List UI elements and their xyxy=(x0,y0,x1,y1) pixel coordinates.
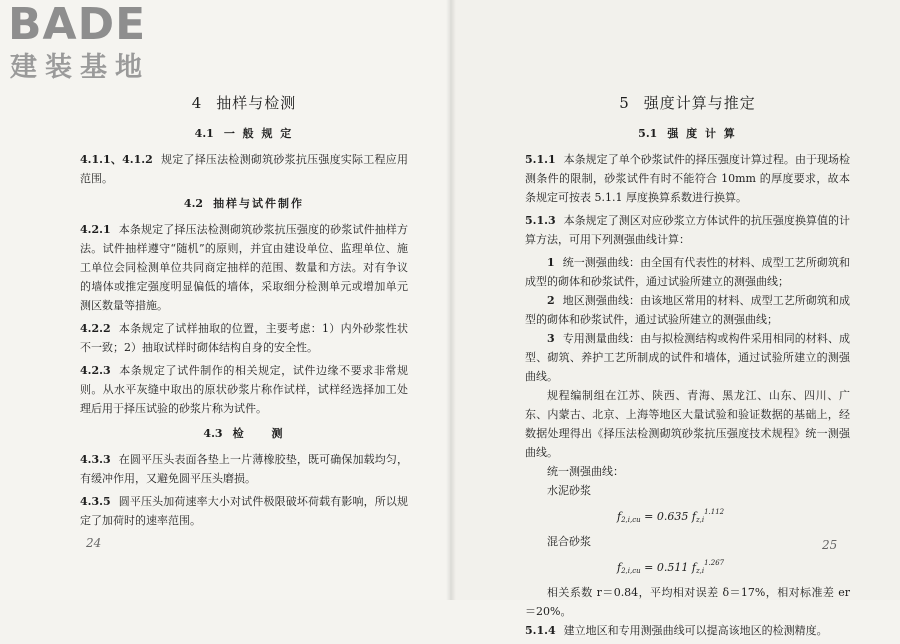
watermark-logo xyxy=(6,0,176,84)
left-column xyxy=(80,92,408,534)
clause-4-3-5: 4.3.5 圆平压头加荷速率大小对试件极限破坏荷载有影响，所以规定了加荷时的速率范围。 xyxy=(80,495,408,527)
page-number-right: 25 xyxy=(822,538,838,552)
section-5-1-heading: 5.1 强 度 计 算 xyxy=(638,127,737,140)
clause-5-1-4: 5.1.4 建立地区和专用测强曲线可以提高该地区的检测精度。 xyxy=(525,624,828,637)
unified-curve-label: 统一测强曲线： xyxy=(547,465,624,478)
clause-5-1-1: 5.1.1 本条规定了单个砂浆试件的择压强度计算过程。由于现场检测条件的限制，砂浆试件有时不能符合 10mm 的厚度要求，故本条规定可按表 5.1.1 厚度换算系数进行换算。 xyxy=(525,153,850,204)
clause-4-2-1: 4.2.1 本条规定了择压法检测砌筑砂浆抗压强度的砂浆试件抽样方法。试件抽样遵守“随机”的原则，并宜由建设单位、监理单位、施工单位会同检测单位共同商定抽样的范围、数量和方法。对有争议的墙体或推定强度明显偏低的墙体，采取细分检测单元或增加单元测区数量等措施。 xyxy=(80,223,408,312)
section-4-1-heading: 4.1 一 般 规 定 xyxy=(194,127,294,140)
clause-4-1-1: 4.1.1、4.1.2 规定了择压法检测砌筑砂浆抗压强度实际工程应用范围。 xyxy=(80,153,409,185)
page-number-left: 24 xyxy=(86,536,102,550)
formula-mixed: $f_{2,i,cu} = 0.511$ $f_{z,i}^{1.267}$ xyxy=(617,559,725,575)
stats-paragraph: 相关系数 r＝0.84，平均相对误差 δ＝17%，相对标准差 er＝20%。 xyxy=(525,586,850,618)
clause-4-3-3: 4.3.3 在圆平压头表面各垫上一片薄橡胶垫，既可确保加载均匀，有缓冲作用，又避免圆平压头磨损。 xyxy=(80,453,408,485)
clause-4-2-2: 4.2.2 本条规定了试样抽取的位置，主要考虑：1）内外砂浆性状不一致；2）抽取试样时砌体结构自身的安全性。 xyxy=(80,322,408,354)
chapter-4-heading: 4 抽样与检测 xyxy=(191,94,297,112)
list-item-1: 1 统一测强曲线：由全国有代表性的材料、成型工艺所砌筑和成型的砌体和砂浆试件，通过试验所建立的测强曲线； xyxy=(525,256,850,288)
book-gutter xyxy=(446,0,456,600)
list-item-2: 2 地区测强曲线：由该地区常用的材料、成型工艺所砌筑和成型的砌体和砂浆试件，通过试验所建立的测强曲线； xyxy=(525,294,850,326)
clause-5-1-3: 5.1.3 本条规定了测区对应砂浆立方体试件的抗压强度换算值的计算方法，可用下列测强曲线计算： xyxy=(525,214,850,246)
right-page xyxy=(450,0,900,637)
chapter-5-heading: 5 强度计算与推定 xyxy=(619,94,756,112)
list-item-3: 3 专用测量曲线：由与拟检测结构或构件采用相同的材料、成型、砌筑、养护工艺所制成的试件和墙体，通过试验所建立的测强曲线。 xyxy=(525,332,850,383)
left-page xyxy=(0,0,450,600)
logo-brand: BADE xyxy=(8,0,147,50)
formula-cement: $f_{2,i,cu} = 0.635$ $f_{z,i}^{1.112}$ xyxy=(617,508,725,524)
clause-4-2-3: 4.2.3 本条规定了试件制作的相关规定，试件边缘不要求非常规则。从水平灰缝中取出的原状砂浆片称作试样，试样经选择加工处理后用于择压试验的砂浆片称为试件。 xyxy=(80,364,408,415)
right-column xyxy=(525,92,850,644)
compile-paragraph: 规程编制组在江苏、陕西、青海、黑龙江、山东、四川、广东、内蒙古、北京、上海等地区大量试验和验证数据的基础上，经数据处理得出《择压法检测砌筑砂浆抗压强度技术规程》统一测强曲线。 xyxy=(525,389,850,459)
logo-cn-text: 建装基地 xyxy=(10,52,150,83)
section-4-3-heading: 4.3 检 测 xyxy=(203,427,285,440)
section-4-2-heading: 4.2 抽样与试件制作 xyxy=(183,197,305,210)
cement-mortar-label: 水泥砂浆 xyxy=(547,484,591,497)
mixed-mortar-label: 混合砂浆 xyxy=(547,535,591,548)
